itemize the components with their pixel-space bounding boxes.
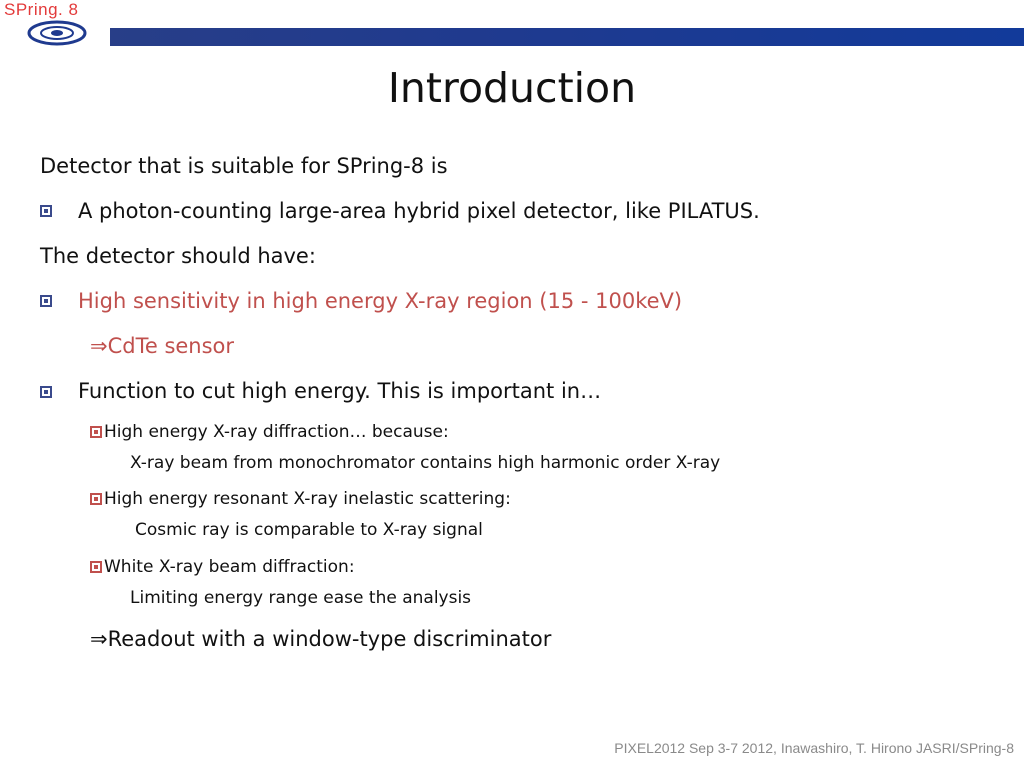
spring8-logo (0, 0, 110, 48)
bullet-high-sensitivity: High sensitivity in high energy X-ray region (15 - 100keV) (78, 289, 683, 313)
small-square-bullet-icon (90, 426, 102, 438)
intro-line: Detector that is suitable for SPring-8 is (40, 154, 448, 178)
sub-item-inelastic (90, 489, 511, 509)
slide-title: Introduction (387, 64, 637, 112)
slide-footer: PIXEL2012 Sep 3-7 2012, Inawashiro, T. Hirono JASRI/SPring-8 (614, 740, 1014, 756)
small-square-bullet-icon (90, 493, 102, 505)
sub-item-inelastic-detail: Cosmic ray is comparable to X-ray signal (135, 520, 483, 540)
sub-item-white-beam-title: White X-ray beam diffraction: (104, 557, 355, 577)
header-band (0, 28, 1024, 46)
sub-item-inelastic-title: High energy resonant X-ray inelastic scattering: (104, 489, 511, 509)
cdte-sensor-line: ⇒CdTe sensor (90, 334, 235, 358)
bullet-photon-counting: A photon-counting large-area hybrid pixel detector, like PILATUS. (78, 199, 760, 223)
square-bullet-icon (40, 205, 52, 217)
sub-item-diffraction-detail: X-ray beam from monochromator contains high harmonic order X-ray (130, 453, 721, 473)
logo-text: SPring. 8 (4, 0, 79, 19)
logo-ring-icon (26, 19, 88, 47)
small-square-bullet-icon (90, 561, 102, 573)
readout-line: ⇒Readout with a window-type discriminator (90, 627, 552, 651)
square-bullet-icon (40, 386, 52, 398)
sub-item-diffraction (90, 422, 449, 442)
square-bullet-icon (40, 295, 52, 307)
sub-item-diffraction-title: High energy X-ray diffraction… because: (104, 422, 449, 442)
sub-item-white-beam-detail: Limiting energy range ease the analysis (130, 588, 472, 608)
sub-item-white-beam (90, 557, 355, 577)
bullet-cut-high-energy: Function to cut high energy. This is important in… (78, 379, 602, 403)
should-have-line: The detector should have: (40, 244, 316, 268)
